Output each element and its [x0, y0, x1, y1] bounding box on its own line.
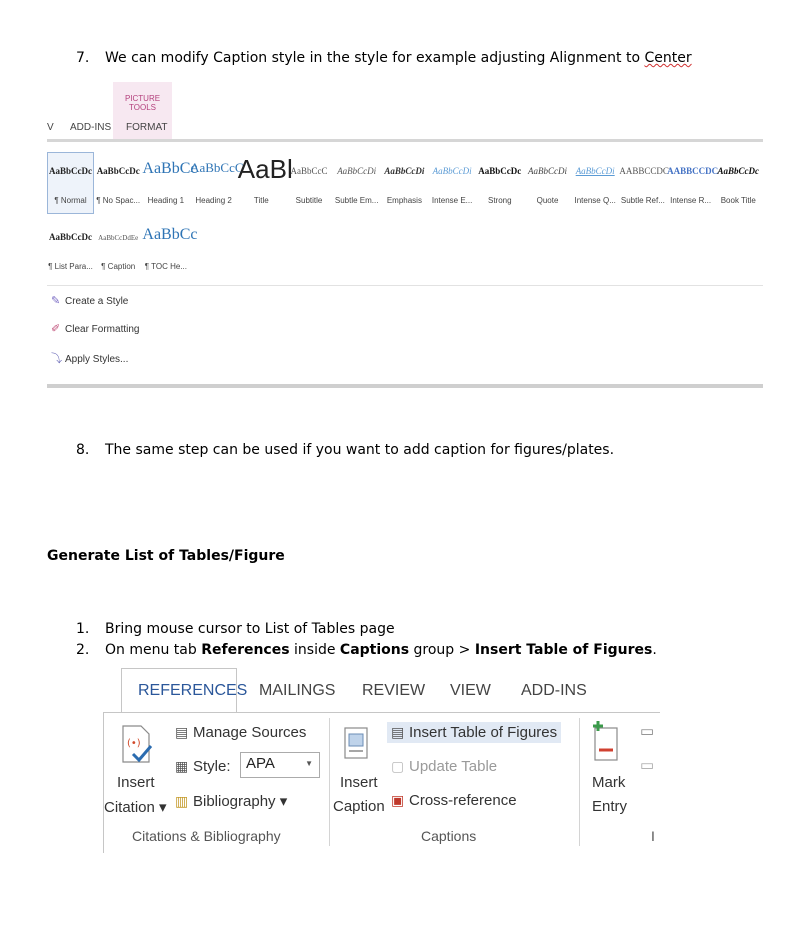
- cross-reference-icon: ▣: [391, 792, 405, 808]
- style-preview: AaBbCcDc: [96, 166, 140, 176]
- style-gallery-item[interactable]: [619, 152, 669, 214]
- apply-styles-icon: ⤵: [51, 353, 62, 365]
- table-of-figures-icon: ▤: [391, 724, 405, 740]
- insert-table-of-figures-button[interactable]: ▤ Insert Table of Figures: [387, 722, 561, 743]
- style-name-label: ¶ No Spac...: [96, 196, 141, 205]
- style-gallery-item[interactable]: [95, 152, 142, 214]
- tab-review[interactable]: REVIEW: [362, 682, 426, 699]
- style-preview: AaBbCcDc: [717, 166, 760, 176]
- style-name-label: Intense E...: [431, 196, 473, 205]
- gallery-separator: [47, 285, 763, 286]
- style-gallery-item[interactable]: [524, 152, 571, 214]
- style-gallery-item[interactable]: [47, 152, 94, 214]
- style-gallery-item[interactable]: [190, 152, 244, 214]
- style-preview: AaBbCcDc: [49, 232, 92, 242]
- style-name-label: Quote: [536, 196, 559, 205]
- manage-sources-icon: ▤: [175, 724, 189, 740]
- style-gallery-item[interactable]: [667, 152, 719, 214]
- style-gallery-item[interactable]: [429, 152, 476, 214]
- group-separator: [579, 718, 580, 846]
- style-preview: AABBCCDC: [619, 166, 669, 176]
- clear-formatting-command[interactable]: ✐ Clear Formatting: [51, 323, 140, 335]
- tab-references[interactable]: REFERENCES: [138, 682, 248, 699]
- style-name-label: Book Title: [720, 196, 756, 205]
- insert-caption-label-1[interactable]: Insert: [340, 774, 378, 791]
- manage-sources-button[interactable]: ▤ Manage Sources: [175, 724, 307, 741]
- step-number: 1.: [76, 621, 90, 637]
- references-ribbon-screenshot: [103, 668, 659, 854]
- cross-reference-button[interactable]: ▣ Cross-reference: [391, 792, 517, 809]
- style-preview: AaBbCc: [142, 226, 198, 243]
- style-name-label: Subtle Ref...: [620, 196, 665, 205]
- style-preview: AaBbCcDi: [384, 166, 425, 176]
- group-label-partial: I: [651, 828, 655, 844]
- style-name-label: Subtle Em...: [334, 196, 379, 205]
- style-name-label: Strong: [488, 196, 512, 205]
- apply-styles-command[interactable]: ⤵ Apply Styles...: [51, 350, 128, 366]
- group-label-captions: Captions: [421, 828, 477, 844]
- style-preview: AaBbCcDi: [528, 166, 567, 176]
- chevron-down-icon: ▼: [305, 759, 313, 768]
- tab-view-partial[interactable]: V: [47, 122, 54, 133]
- style-gallery-item[interactable]: [572, 152, 619, 214]
- styles-gallery-screenshot: [47, 82, 763, 392]
- style-preview: AaBbCcC: [290, 166, 328, 176]
- picture-tools-label: PICTURE TOOLS: [124, 94, 161, 112]
- style-gallery-item[interactable]: [142, 152, 198, 214]
- partial-icon-2: ▭: [640, 757, 655, 774]
- insert-caption-label-2[interactable]: Caption: [333, 798, 385, 815]
- style-gallery-item[interactable]: [142, 218, 198, 280]
- style-name-label: ¶ Normal: [54, 196, 87, 205]
- style-gallery-item[interactable]: [333, 152, 380, 214]
- style-name-label: Intense Q...: [574, 196, 616, 205]
- update-table-icon: ▢: [391, 758, 405, 774]
- update-table-button[interactable]: ▢ Update Table: [391, 758, 498, 775]
- style-label: ▦ Style:: [175, 758, 231, 775]
- style-gallery: [47, 152, 763, 282]
- style-name-label: ¶ Caption: [101, 262, 136, 271]
- create-style-icon: ✎: [51, 295, 61, 307]
- insert-citation-icon: [119, 724, 153, 764]
- bibliography-icon: ▥: [175, 793, 189, 809]
- style-name-label: Heading 1: [147, 196, 185, 205]
- mark-entry-label-1[interactable]: Mark: [592, 774, 626, 791]
- partial-icon-1: ▭: [640, 723, 655, 740]
- style-preview: AABBCCDC: [667, 166, 719, 176]
- group-label-citations: Citations & Bibliography: [132, 828, 281, 844]
- step-number: 7.: [76, 50, 90, 66]
- ribbon-divider: [47, 139, 763, 142]
- step-text: The same step can be used if you want to add caption for figures/plates.: [105, 442, 615, 458]
- screenshot-bottom-border: [47, 384, 763, 388]
- style-gallery-item[interactable]: [715, 152, 762, 214]
- svg-text:(•): (•): [127, 738, 141, 749]
- style-gallery-item[interactable]: [95, 218, 142, 280]
- style-gallery-item[interactable]: [286, 152, 333, 214]
- style-preview: AaBbCc: [142, 160, 198, 177]
- step-number: 2.: [76, 642, 90, 658]
- style-preview: AaBbCcC: [190, 160, 244, 175]
- style-preview: AaBbCcDdEe: [98, 234, 139, 242]
- create-style-command[interactable]: ✎ Create a Style: [51, 295, 129, 307]
- style-icon: ▦: [175, 758, 189, 774]
- insert-citation-label-2[interactable]: Citation ▾: [104, 799, 167, 816]
- style-gallery-item[interactable]: [476, 152, 523, 214]
- tab-mailings[interactable]: MAILINGS: [259, 682, 336, 699]
- insert-citation-label-1[interactable]: Insert: [117, 774, 155, 791]
- step-text: On menu tab References inside Captions group > Insert Table of Figures.: [105, 642, 657, 658]
- section-heading: Generate List of Tables/Figure: [47, 548, 285, 564]
- group-separator: [329, 718, 330, 846]
- tab-format[interactable]: FORMAT: [126, 122, 168, 133]
- step-text: We can modify Caption style in the style for example adjusting Alignment to Center: [105, 50, 692, 66]
- style-gallery-item[interactable]: [237, 152, 293, 214]
- insert-caption-icon: [343, 726, 369, 760]
- style-preview: AaBbCcDi: [575, 166, 615, 176]
- tab-view[interactable]: VIEW: [450, 682, 491, 699]
- style-gallery-item[interactable]: [47, 218, 94, 280]
- eraser-icon: ✐: [51, 323, 61, 335]
- mark-entry-icon: [589, 720, 625, 764]
- step-number: 8.: [76, 442, 90, 458]
- mark-entry-label-2[interactable]: Entry: [592, 798, 628, 815]
- tab-add-ins[interactable]: ADD-INS: [70, 122, 112, 133]
- step-text: Bring mouse cursor to List of Tables page: [105, 621, 395, 637]
- style-preview: AaBl: [237, 154, 293, 184]
- bibliography-button[interactable]: ▥ Bibliography ▾: [175, 793, 288, 810]
- style-preview: AaBbCcDc: [49, 166, 92, 176]
- style-name-label: Subtitle: [295, 196, 323, 205]
- tab-add-ins[interactable]: ADD-INS: [521, 682, 587, 699]
- style-name-label: Emphasis: [386, 196, 422, 205]
- style-name-label: ¶ List Para...: [48, 262, 93, 271]
- style-preview: AaBbCcDc: [478, 166, 522, 176]
- style-preview: AaBbCcDi: [337, 166, 377, 176]
- style-name-label: ¶ TOC He...: [144, 262, 187, 271]
- style-gallery-item[interactable]: [381, 152, 428, 214]
- style-name-label: Title: [253, 196, 269, 205]
- misspelled-word: Center: [644, 50, 692, 66]
- style-name-label: Heading 2: [195, 196, 232, 205]
- style-dropdown[interactable]: APA ▼: [240, 752, 320, 778]
- style-name-label: Intense R...: [670, 196, 712, 205]
- style-preview: AaBbCcDi: [432, 166, 472, 176]
